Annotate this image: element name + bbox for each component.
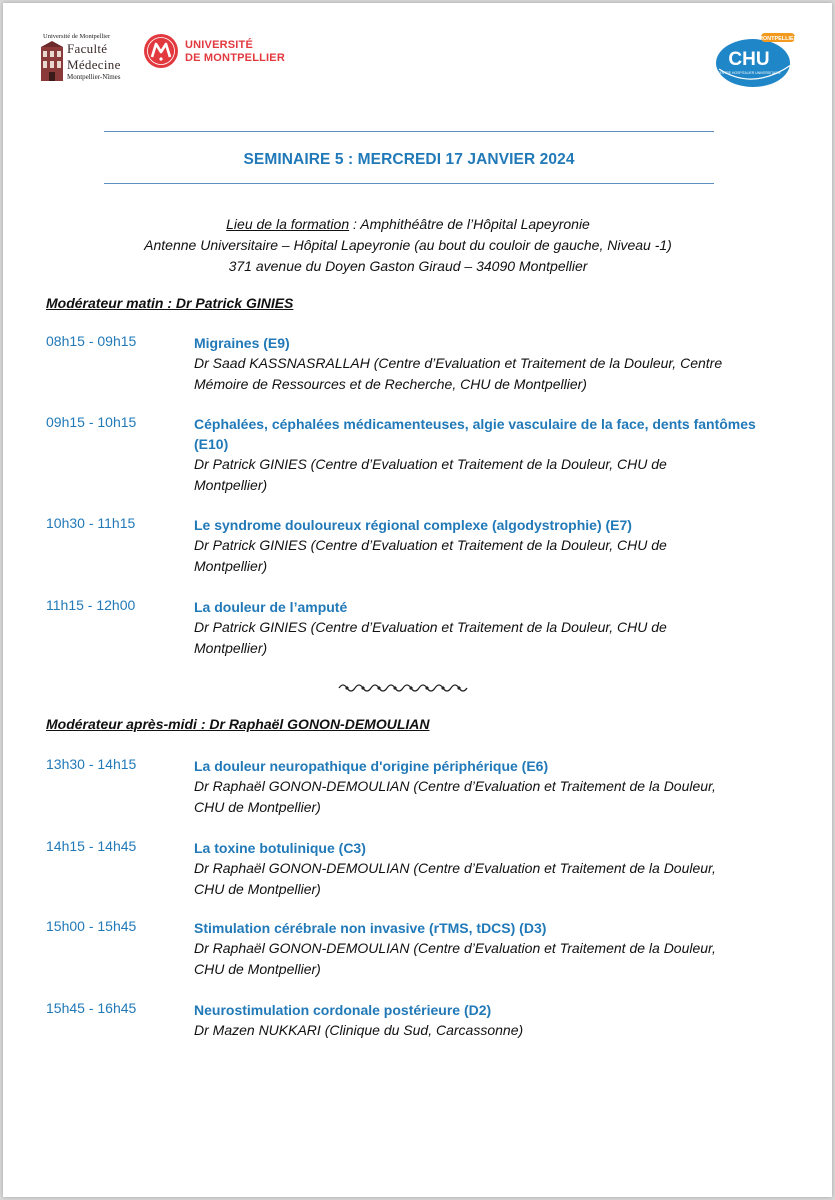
faculty-medicine-logo <box>41 33 136 85</box>
chu-logo-sub: CENTRE HOSPITALIER UNIVERSITAIRE <box>717 71 781 75</box>
session-speaker-line: Montpellier) <box>194 640 268 656</box>
venue-line3: 371 avenue du Doyen Gaston Giraud – 34090 Montpellier <box>228 258 588 274</box>
chu-montpellier-logo <box>715 29 799 89</box>
um-emblem-icon <box>143 33 179 69</box>
session-time: 15h45 - 16h45 <box>46 1000 137 1016</box>
um-logo-line2: DE MONTPELLIER <box>185 52 285 64</box>
session-speaker-line: Dr Mazen NUKKARI (Clinique du Sud, Carcassonne) <box>194 1022 524 1038</box>
session-title: Le syndrome douloureux régional complexe (algodystrophie) (E7) <box>194 517 632 533</box>
session-time: 08h15 - 09h15 <box>46 333 137 349</box>
session-speaker-line: Mémoire de Ressources et de Recherche, CHU de Montpellier) <box>194 376 587 392</box>
session-title: Stimulation cérébrale non invasive (rTMS, tDCS) (D3) <box>194 920 547 936</box>
session-speaker-line: Dr Patrick GINIES (Centre d’Evaluation et Traitement de la Douleur, CHU de <box>194 619 667 635</box>
session-time: 10h30 - 11h15 <box>46 515 136 531</box>
session-title-line: (E10) <box>194 436 229 452</box>
universite-montpellier-logo <box>141 33 285 73</box>
session-speaker-line: Dr Raphaël GONON-DEMOULIAN (Centre d’Evaluation et Traitement de la Douleur, <box>194 860 716 876</box>
chu-logo-tag: MONTPELLIER <box>758 35 798 42</box>
venue-place: : Amphithéâtre de l’Hôpital Lapeyronie <box>349 216 590 232</box>
session-time: 13h30 - 14h15 <box>46 756 137 772</box>
session-title: Migraines (E9) <box>194 335 290 351</box>
session-speaker-line: CHU de Montpellier) <box>194 961 321 977</box>
faculty-logo-line4: Montpellier-Nîmes <box>67 73 121 81</box>
venue-line1 <box>63 214 753 235</box>
um-logo-line1: UNIVERSITÉ <box>185 39 254 51</box>
session-time: 11h15 - 12h00 <box>46 597 136 613</box>
faculty-logo-line2: Faculté <box>67 41 108 56</box>
session-time: 09h15 - 10h15 <box>46 414 137 430</box>
session-speaker-line: Dr Patrick GINIES (Centre d’Evaluation et Traitement de la Douleur, CHU de <box>194 537 667 553</box>
page-title: SEMINAIRE 5 : MERCREDI 17 JANVIER 2024 <box>243 151 575 168</box>
session-time: 15h00 - 15h45 <box>46 918 137 934</box>
faculty-logo-line1: Université de Montpellier <box>43 33 111 40</box>
session-time: 14h15 - 14h45 <box>46 838 137 854</box>
session-speaker-line: Dr Patrick GINIES (Centre d’Evaluation et Traitement de la Douleur, CHU de <box>194 456 667 472</box>
session-title: La douleur neuropathique d'origine périphérique (E6) <box>194 758 549 774</box>
venue-label: Lieu de la formation <box>226 216 350 232</box>
session-speaker-line: Montpellier) <box>194 558 268 574</box>
venue-block <box>63 214 753 277</box>
session-title: Neurostimulation cordonale postérieure (D2) <box>194 1002 492 1018</box>
faculty-logo-line3: Médecine <box>67 57 121 72</box>
title-rule-top <box>104 131 714 132</box>
document-page <box>3 3 832 1197</box>
session-speaker-line: Dr Raphaël GONON-DEMOULIAN (Centre d’Evaluation et Traitement de la Douleur, <box>194 940 716 956</box>
session-speaker-line: Montpellier) <box>194 477 268 493</box>
session-title: La toxine botulinique (C3) <box>194 840 366 856</box>
afternoon-moderator: Modérateur après-midi : Dr Raphaël GONON-DEMOULIAN <box>46 716 430 732</box>
ornament-divider-icon <box>333 680 483 696</box>
session-title: La douleur de l’amputé <box>194 599 348 615</box>
session-speaker-line: CHU de Montpellier) <box>194 881 321 897</box>
session-title-line: Céphalées, céphalées médicamenteuses, algie vasculaire de la face, dents fantômes <box>194 416 756 432</box>
venue-line2: Antenne Universitaire – Hôpital Lapeyronie (au bout du couloir de gauche, Niveau -1) <box>144 237 672 253</box>
morning-moderator: Modérateur matin : Dr Patrick GINIES <box>46 295 294 311</box>
faculty-building-icon <box>41 41 63 81</box>
title-rule-bottom <box>104 183 714 184</box>
session-speaker-line: Dr Raphaël GONON-DEMOULIAN (Centre d’Evaluation et Traitement de la Douleur, <box>194 778 716 794</box>
chu-logo-main: CHU <box>728 49 770 70</box>
session-speaker-line: CHU de Montpellier) <box>194 799 321 815</box>
session-speaker-line: Dr Saad KASSNASRALLAH (Centre d’Evaluation et Traitement de la Douleur, Centre <box>194 355 723 371</box>
